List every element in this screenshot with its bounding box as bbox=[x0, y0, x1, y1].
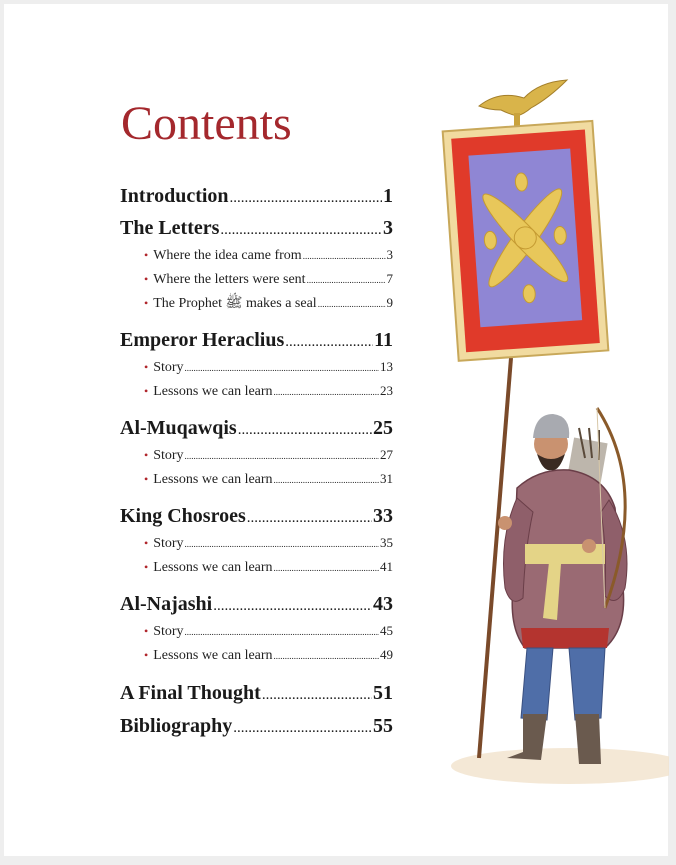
toc-entry-label: A Final Thought bbox=[120, 682, 261, 704]
toc-entry[interactable] bbox=[120, 180, 393, 213]
toc-entry-label: Al-Najashi bbox=[120, 593, 213, 615]
toc-subentry[interactable] bbox=[120, 619, 393, 643]
bullet-icon: • bbox=[144, 384, 149, 398]
toc-page-number: 7 bbox=[386, 271, 393, 286]
dot-leader bbox=[318, 292, 386, 316]
toc-page-number: 55 bbox=[373, 715, 393, 737]
dot-leader bbox=[185, 620, 379, 644]
toc-page-number: 45 bbox=[380, 623, 393, 638]
soldier-with-banner-illustration bbox=[429, 68, 669, 788]
toc-entry-label: Al-Muqawqis bbox=[120, 417, 237, 439]
toc-page-number: 33 bbox=[373, 505, 393, 527]
toc-page-number: 1 bbox=[383, 185, 393, 207]
toc-subentry-label: Lessons we can learn bbox=[153, 384, 273, 399]
toc-page-number: 27 bbox=[380, 447, 393, 462]
dot-leader bbox=[247, 503, 372, 533]
dot-leader bbox=[262, 679, 372, 712]
bullet-icon: • bbox=[144, 624, 149, 638]
toc-page-number: 41 bbox=[380, 559, 393, 574]
soldier-legs bbox=[521, 648, 553, 720]
toc-page-number: 11 bbox=[374, 329, 393, 351]
toc-page-number: 23 bbox=[380, 383, 393, 398]
toc-subentry-label: Story bbox=[153, 448, 184, 463]
dot-leader bbox=[238, 415, 372, 445]
dot-leader bbox=[233, 712, 372, 745]
toc-page-number: 25 bbox=[373, 417, 393, 439]
toc-entry-label: Introduction bbox=[120, 185, 229, 207]
dot-leader bbox=[285, 327, 373, 357]
bullet-icon: • bbox=[144, 536, 149, 550]
dot-leader bbox=[274, 380, 379, 404]
dot-leader bbox=[185, 444, 379, 468]
toc-page-number: 49 bbox=[380, 647, 393, 662]
toc-subentry[interactable] bbox=[120, 243, 393, 267]
ground-shadow bbox=[451, 748, 669, 784]
toc-page-number: 51 bbox=[373, 682, 393, 704]
toc-entry[interactable] bbox=[120, 710, 393, 743]
toc-subentry-label: Where the idea came from bbox=[153, 248, 302, 263]
toc-entry-label: Emperor Heraclius bbox=[120, 329, 285, 351]
toc-subentry-label: The Prophet ﷺ makes a seal bbox=[153, 296, 317, 311]
toc-subentry[interactable] bbox=[120, 291, 393, 315]
toc-entry-label: Bibliography bbox=[120, 715, 233, 737]
dot-leader bbox=[185, 532, 379, 556]
dot-leader bbox=[274, 468, 379, 492]
toc-entry[interactable] bbox=[120, 501, 393, 531]
toc-entry[interactable] bbox=[120, 213, 393, 243]
toc-entry-label: The Letters bbox=[120, 217, 220, 239]
bullet-icon: • bbox=[144, 360, 149, 374]
toc-page-number: 13 bbox=[380, 359, 393, 374]
helmet bbox=[533, 414, 569, 438]
toc-entry[interactable] bbox=[120, 413, 393, 443]
toc-page-number: 35 bbox=[380, 535, 393, 550]
toc-subentry-label: Where the letters were sent bbox=[153, 272, 306, 287]
toc-entry-label: King Chosroes bbox=[120, 505, 246, 527]
bullet-icon: • bbox=[144, 272, 149, 286]
bullet-icon: • bbox=[144, 296, 149, 310]
table-of-contents bbox=[120, 180, 393, 743]
dot-leader bbox=[307, 268, 386, 292]
toc-subentry[interactable] bbox=[120, 531, 393, 555]
dot-leader bbox=[185, 356, 379, 380]
bullet-icon: • bbox=[144, 448, 149, 462]
toc-subentry[interactable] bbox=[120, 379, 393, 403]
toc-entry[interactable] bbox=[120, 677, 393, 710]
toc-subentry-label: Story bbox=[153, 624, 184, 639]
toc-subentry-label: Lessons we can learn bbox=[153, 472, 273, 487]
book-page bbox=[4, 4, 668, 856]
dot-leader bbox=[213, 591, 372, 621]
toc-page-number: 3 bbox=[386, 247, 393, 262]
toc-page-number: 3 bbox=[383, 217, 393, 239]
banner-flag bbox=[443, 121, 609, 361]
bullet-icon: • bbox=[144, 648, 149, 662]
toc-page-number: 43 bbox=[373, 593, 393, 615]
toc-subentry[interactable] bbox=[120, 267, 393, 291]
dot-leader bbox=[274, 556, 379, 580]
toc-subentry[interactable] bbox=[120, 643, 393, 667]
toc-subentry-label: Story bbox=[153, 536, 184, 551]
dot-leader bbox=[230, 182, 382, 215]
dot-leader bbox=[274, 644, 379, 668]
toc-subentry-label: Lessons we can learn bbox=[153, 648, 273, 663]
toc-subentry[interactable] bbox=[120, 355, 393, 379]
toc-subentry-label: Lessons we can learn bbox=[153, 560, 273, 575]
dot-leader bbox=[303, 244, 386, 268]
toc-page-number: 9 bbox=[386, 295, 393, 310]
page-title: Contents bbox=[121, 97, 292, 150]
toc-page-number: 31 bbox=[380, 471, 393, 486]
bullet-icon: • bbox=[144, 560, 149, 574]
toc-subentry[interactable] bbox=[120, 443, 393, 467]
toc-entry[interactable] bbox=[120, 325, 393, 355]
toc-subentry[interactable] bbox=[120, 555, 393, 579]
bullet-icon: • bbox=[144, 248, 149, 262]
toc-subentry-label: Story bbox=[153, 360, 184, 375]
toc-subentry[interactable] bbox=[120, 467, 393, 491]
toc-entry[interactable] bbox=[120, 589, 393, 619]
dot-leader bbox=[220, 215, 382, 245]
bullet-icon: • bbox=[144, 472, 149, 486]
